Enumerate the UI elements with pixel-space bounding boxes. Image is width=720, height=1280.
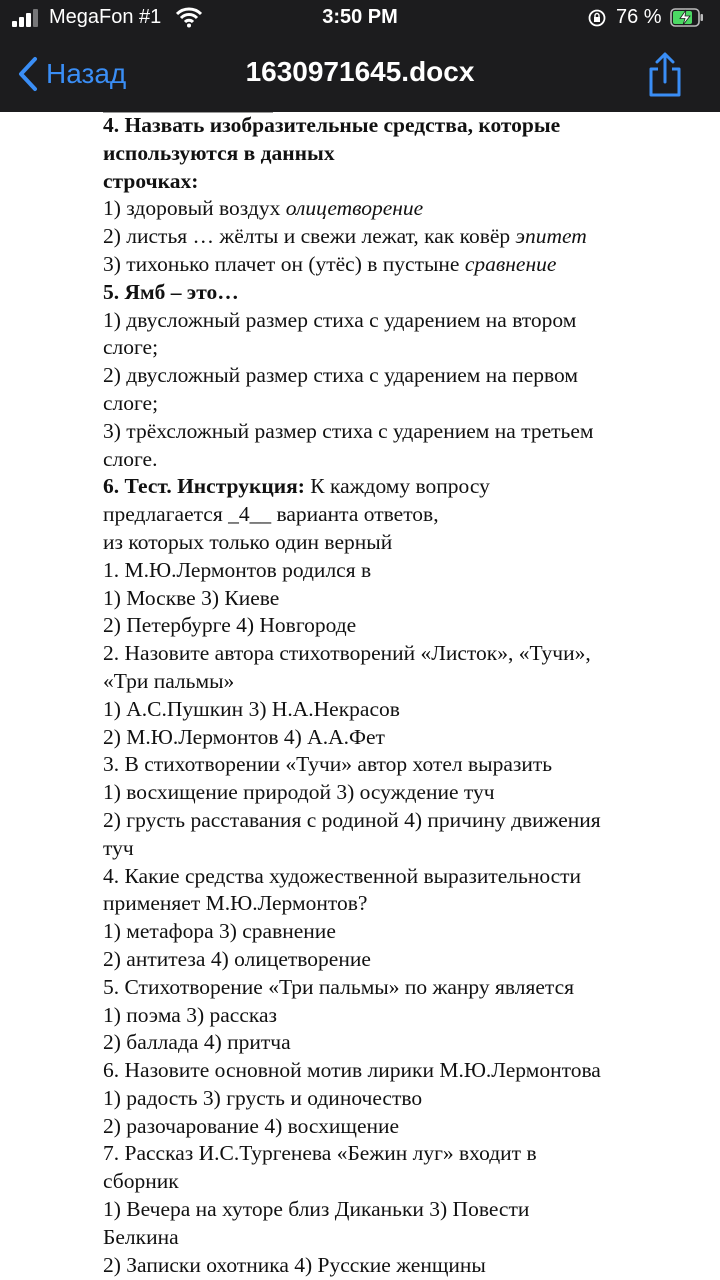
line-text: слоге; [103, 335, 159, 360]
back-label: Назад [46, 58, 127, 89]
document-line [103, 1196, 703, 1224]
line-text: 1) А.С.Пушкин 3) Н.А.Некрасов [103, 696, 400, 721]
line-text: 2) разочарование 4) восхищение [103, 1113, 400, 1138]
line-text: 4. Какие средства художественной выразительности [103, 863, 582, 888]
document-line [103, 890, 703, 918]
document-line [103, 640, 703, 668]
line-text: К каждому вопросу [310, 474, 490, 499]
document-line [103, 1029, 703, 1057]
line-text: 5. Стихотворение «Три пальмы» по жанру является [103, 974, 575, 999]
document-line [103, 501, 703, 529]
line-text: 1. М.Ю.Лермонтов родился в [103, 557, 372, 582]
line-text: туч [103, 835, 134, 860]
line-text: 7. Рассказ И.С.Тургенева «Бежин луг» входит в [103, 1141, 537, 1166]
line-text: 6. Назовите основной мотив лирики М.Ю.Лермонтова [103, 1058, 601, 1083]
document-line [103, 724, 703, 752]
document-line [103, 362, 703, 390]
battery-charging-icon [670, 8, 704, 27]
document-line [103, 307, 703, 335]
bold-text: 4. Назвать изобразительные средства, которые [103, 113, 561, 137]
document-line [103, 946, 703, 974]
line-text: 2) грусть расставания с родиной 4) причину движения [103, 807, 601, 832]
document-line [103, 529, 703, 557]
document-line [103, 1168, 703, 1196]
document-line [103, 140, 703, 168]
line-text: 3. В стихотворении «Тучи» автор хотел выразить [103, 752, 553, 777]
document-line [103, 390, 703, 418]
share-icon[interactable] [644, 52, 686, 98]
line-text: 2) двусложный размер стиха с ударением на первом [103, 363, 578, 388]
document-line [103, 863, 703, 891]
bold-text: строчках: [103, 168, 199, 193]
italic-text: сравнение [464, 251, 557, 276]
navigation-bar [0, 40, 720, 112]
line-text: Белкина [103, 1224, 179, 1249]
line-text: «Три пальмы» [103, 668, 235, 693]
line-text: 2) баллада 4) притча [103, 1030, 291, 1055]
document-line [103, 334, 703, 362]
document-line [103, 418, 703, 446]
line-text: 2) Петербурге 4) Новгороде [103, 613, 357, 638]
bold-text: 6. Тест. Инструкция: [103, 474, 311, 499]
document-line [103, 779, 703, 807]
line-text: из которых только один верный [103, 529, 393, 554]
document-line [103, 1252, 703, 1280]
document-line [103, 168, 703, 196]
document-line [103, 557, 703, 585]
document-title: 1630971645.docx [245, 56, 475, 87]
line-text: 1) восхищение природой 3) осуждение туч [103, 780, 495, 805]
document-line [103, 1113, 703, 1141]
line-text: 3) тихонько плачет он (утёс) в пустыне [103, 251, 465, 276]
line-text: 1) радость 3) грусть и одиночество [103, 1085, 423, 1110]
document-line [103, 251, 703, 279]
bold-text: используются в данных [103, 140, 335, 165]
document-line [103, 473, 703, 501]
line-text: 2) антитеза 4) олицетворение [103, 946, 371, 971]
line-text: 1) двусложный размер стиха с ударением на втором [103, 307, 577, 332]
document-line [103, 918, 703, 946]
line-text: 1) Москве 3) Киеве [103, 585, 280, 610]
battery-percent: 76 % [616, 6, 662, 28]
document-line [103, 751, 703, 779]
document-line [103, 696, 703, 724]
line-text: предлагается _4__ варианта ответов, [103, 502, 439, 527]
document-body [103, 112, 703, 1280]
line-text: слоге; [103, 390, 159, 415]
line-text: 3) трёхсложный размер стиха с ударением на третьем [103, 418, 594, 443]
document-line [103, 668, 703, 696]
document-line [103, 1002, 703, 1030]
document-line [103, 1085, 703, 1113]
document-line [103, 835, 703, 863]
line-text: 1) метафора 3) сравнение [103, 919, 336, 944]
document-line [103, 1057, 703, 1085]
document-line [103, 112, 703, 140]
document-line [103, 195, 703, 223]
document-line [103, 279, 703, 307]
line-text: слоге. [103, 446, 158, 471]
line-text: 1) Вечера на хуторе близ Диканьки 3) Повести [103, 1197, 530, 1222]
carrier-name: MegaFon #1 [49, 6, 162, 28]
line-text: 2) листья … жёлты и свежи лежат, как ковёр [103, 224, 516, 249]
line-text: 2) Записки охотника 4) Русские женщины [103, 1252, 486, 1277]
line-text: 1) здоровый воздух [103, 196, 286, 221]
document-line [103, 612, 703, 640]
document-line [103, 446, 703, 474]
document-line [103, 585, 703, 613]
bold-text: 5. Ямб – это… [103, 279, 239, 304]
line-text: 2. Назовите автора стихотворений «Листок», «Тучи», [103, 641, 591, 666]
italic-text: олицетворение [285, 196, 424, 221]
document-line [103, 807, 703, 835]
line-text: применяет М.Ю.Лермонтов? [103, 891, 368, 916]
document-line [103, 974, 703, 1002]
document-line [103, 223, 703, 251]
document-line [103, 1224, 703, 1252]
italic-text: эпитет [515, 224, 587, 249]
status-time: 3:50 PM [322, 6, 398, 28]
orientation-lock-icon [588, 9, 606, 27]
top-bar [0, 0, 720, 112]
line-text: 2) М.Ю.Лермонтов 4) А.А.Фет [103, 724, 385, 749]
line-text: 1) поэма 3) рассказ [103, 1002, 278, 1027]
status-bar [0, 0, 720, 38]
line-text: сборник [103, 1169, 179, 1194]
document-line [103, 1140, 703, 1168]
